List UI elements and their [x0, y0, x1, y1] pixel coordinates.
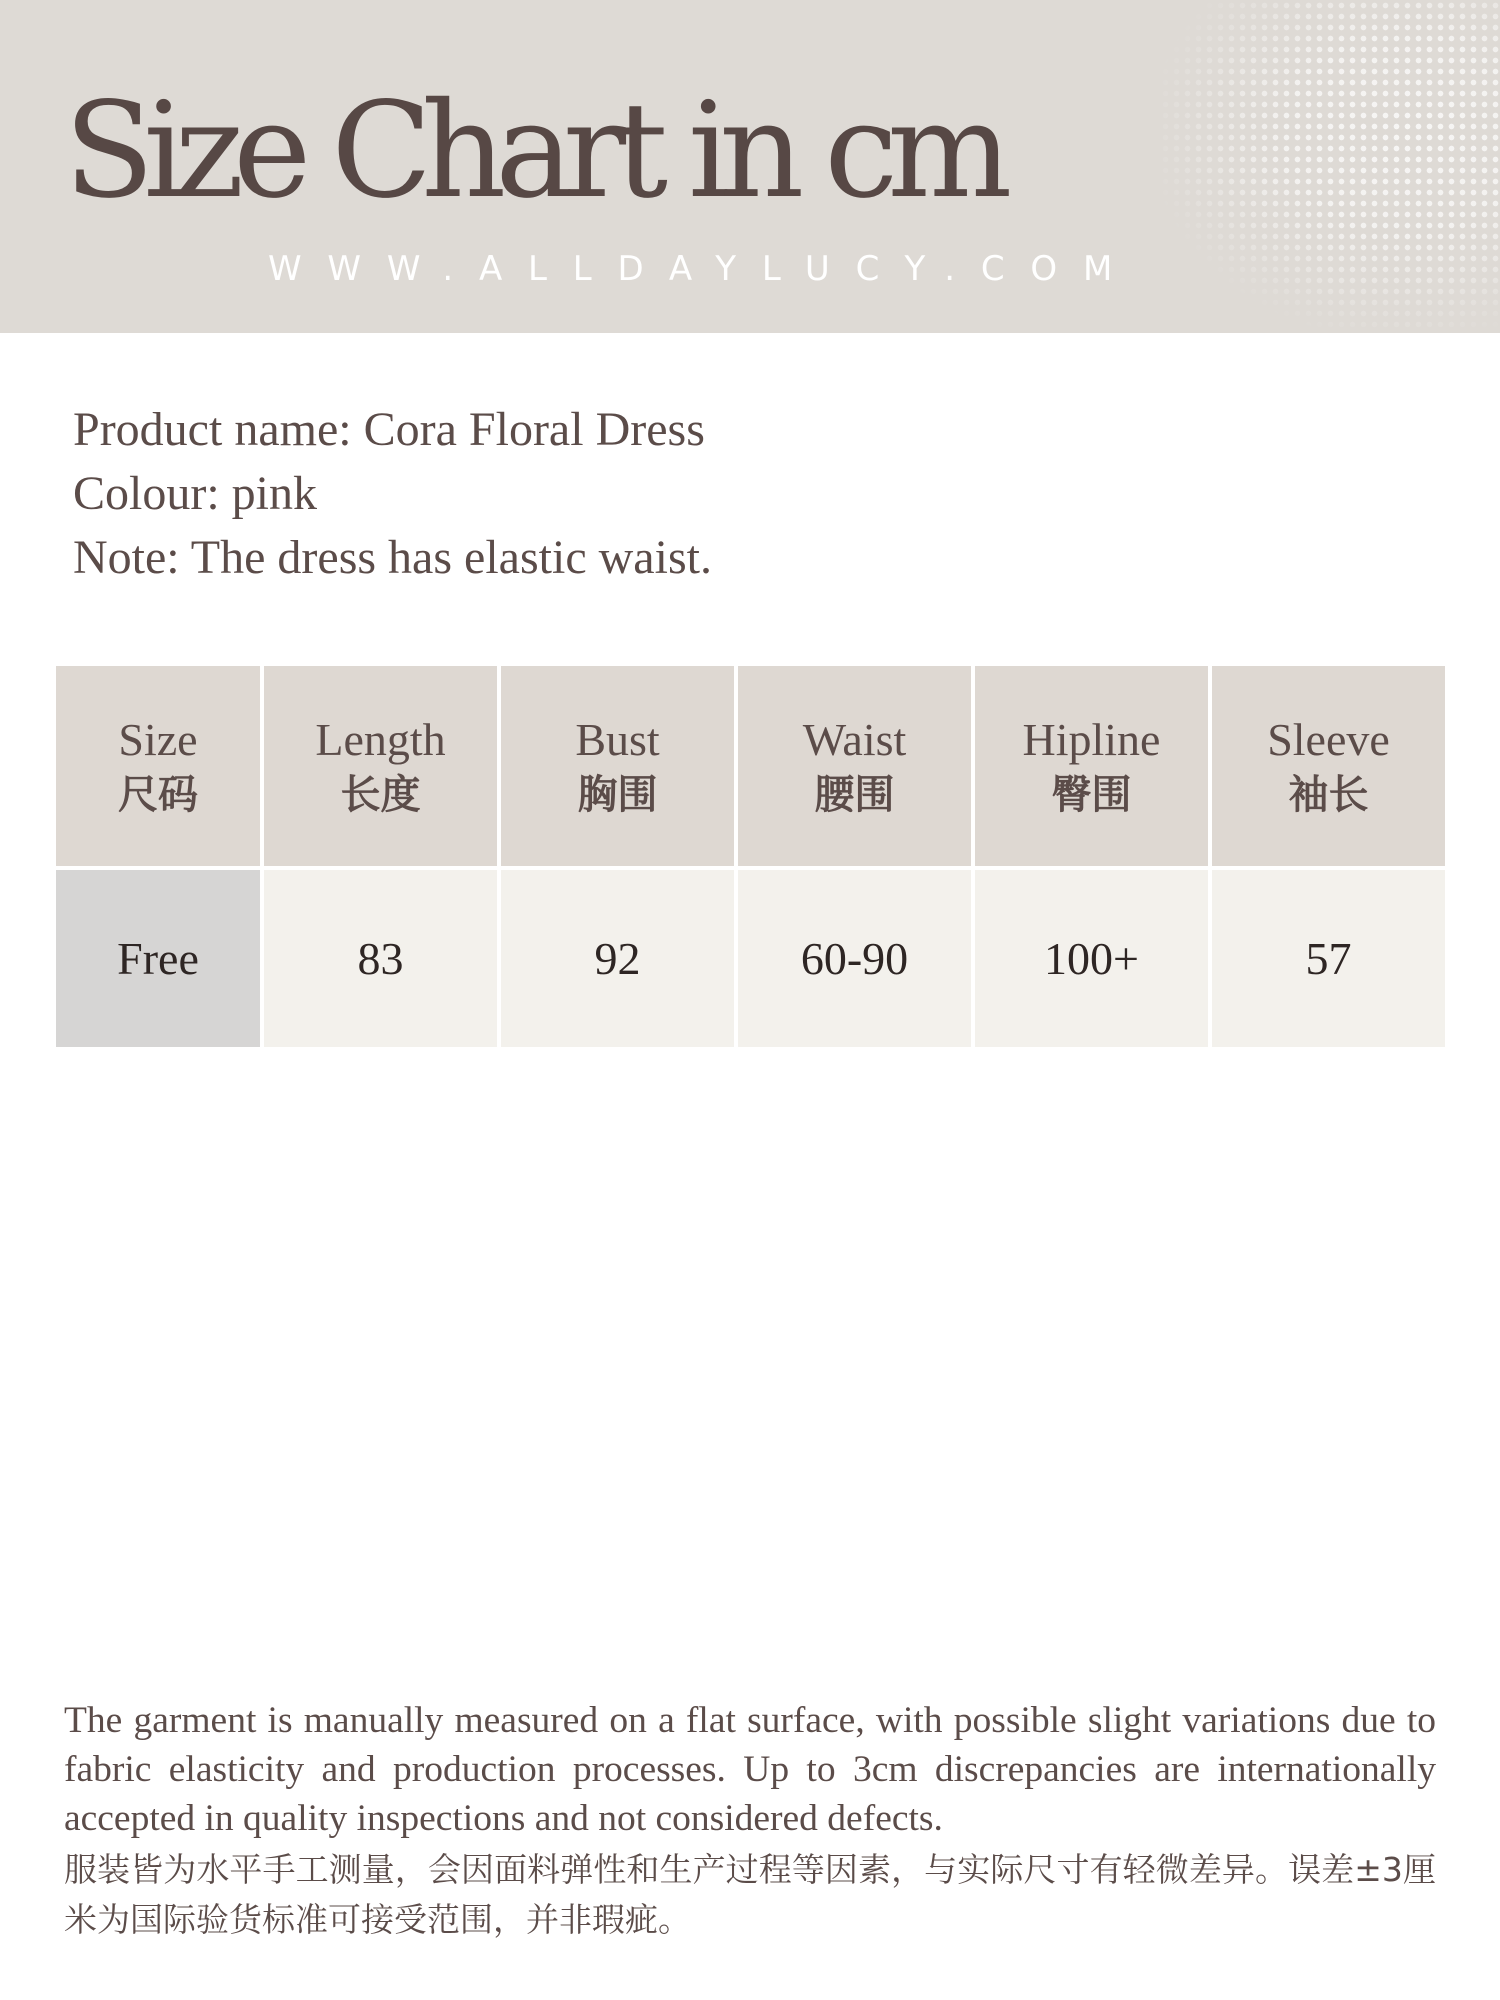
- disclaimer-english: The garment is manually measured on a flat surface, with possible slight variations due to fabric elasticity and production processes. Up to 3cm discrepancies are internationally accepted in quality inspections and not considered defects.: [64, 1700, 1436, 1839]
- page-title: Size Chart in cm: [64, 74, 1002, 228]
- measurement-disclaimer: [64, 1696, 1436, 1945]
- column-header-length: [264, 666, 497, 866]
- cell-bust: 92: [501, 870, 734, 1047]
- column-header-en: Bust: [575, 714, 660, 766]
- column-header-en: Sleeve: [1267, 714, 1390, 766]
- header-banner: [0, 0, 1500, 333]
- cell-waist: 60-90: [738, 870, 971, 1047]
- column-header-en: Length: [315, 714, 446, 766]
- cell-hipline: 100+: [975, 870, 1208, 1047]
- column-header-size: [56, 666, 260, 866]
- column-header-cn: 尺码: [118, 771, 198, 818]
- column-header-cn: 长度: [340, 771, 421, 818]
- product-note: Note: The dress has elastic waist.: [73, 531, 712, 584]
- column-header-en: Size: [118, 714, 198, 766]
- column-header-sleeve: [1212, 666, 1445, 866]
- column-header-en: Waist: [802, 714, 907, 766]
- column-header-cn: 腰围: [814, 771, 895, 818]
- product-name: Product name: Cora Floral Dress: [73, 403, 705, 456]
- disclaimer-chinese: 服装皆为水平手工测量，会因面料弹性和生产过程等因素，与实际尺寸有轻微差异。误差±3厘米为国际验货标准可接受范围，并非瑕疵。: [64, 1850, 1436, 1939]
- cell-size: Free: [56, 870, 260, 1047]
- size-table: [56, 666, 1445, 1043]
- website-url: WWW.ALLDAYLUCY.COM: [268, 249, 1139, 289]
- column-header-cn: 臀围: [1051, 771, 1132, 818]
- column-header-cn: 胸围: [577, 771, 658, 818]
- product-info: [73, 398, 712, 590]
- halftone-decoration: [1160, 0, 1500, 333]
- column-header-cn: 袖长: [1288, 771, 1369, 818]
- column-header-bust: [501, 666, 734, 866]
- product-colour: Colour: pink: [73, 467, 318, 520]
- column-header-hipline: [975, 666, 1208, 866]
- cell-sleeve: 57: [1212, 870, 1445, 1047]
- cell-length: 83: [264, 870, 497, 1047]
- column-header-en: Hipline: [1022, 714, 1161, 766]
- column-header-waist: [738, 666, 971, 866]
